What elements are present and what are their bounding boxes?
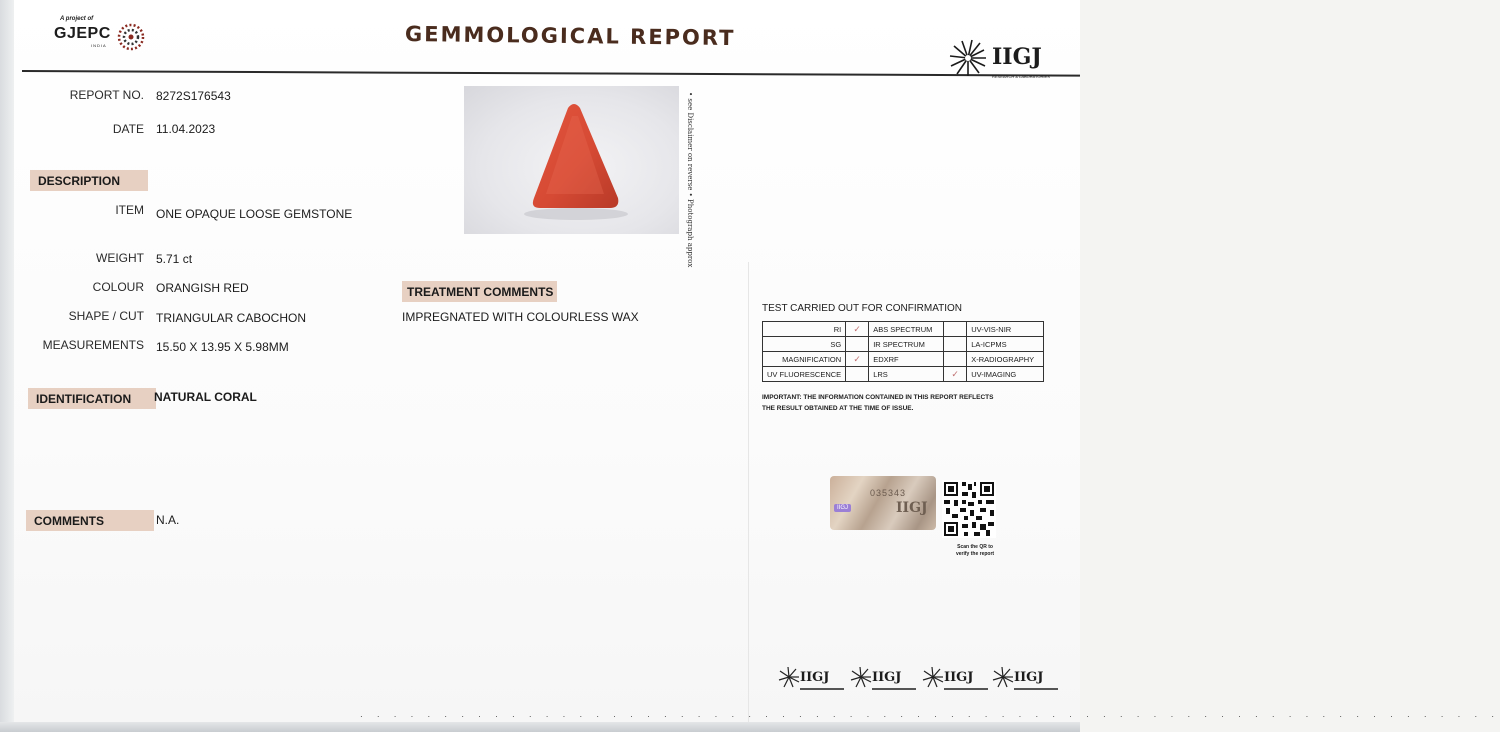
footer-logo-text: IIGJ xyxy=(872,670,902,685)
gemstone-photo xyxy=(464,86,679,234)
page-edge xyxy=(0,0,14,732)
test-name: LRS xyxy=(869,367,944,382)
tests-row xyxy=(763,367,1044,382)
hologram-number: 035343 xyxy=(870,488,907,498)
tests-title: TEST CARRIED OUT FOR CONFIRMATION xyxy=(762,303,963,314)
identification-heading: IDENTIFICATION xyxy=(28,388,156,409)
iigj-name: IIGJ xyxy=(992,44,1042,70)
gjepc-emblem-icon xyxy=(116,22,146,52)
bottom-edge xyxy=(0,722,1080,732)
gjepc-tagline: A project of xyxy=(60,16,94,22)
identification-value: NATURAL CORAL xyxy=(154,390,257,404)
report-date: 11.04.2023 xyxy=(156,122,216,136)
iigj-starburst-icon xyxy=(778,666,800,688)
footer-logo xyxy=(922,666,992,696)
test-name: LA-ICPMS xyxy=(967,337,1044,352)
footer-logo xyxy=(778,666,848,696)
qr-note xyxy=(956,544,994,558)
test-name: X-RADIOGRAPHY xyxy=(967,352,1044,367)
hologram-tag: IIGJ xyxy=(834,504,851,512)
date-label: DATE xyxy=(112,122,144,136)
gjepc-country: INDIA xyxy=(91,43,107,48)
iigj-logo xyxy=(948,38,1050,83)
report-number-label: REPORT NO. xyxy=(69,88,144,102)
iigj-starburst-icon xyxy=(992,666,1014,688)
bottom-dotted-border: · · · · · · · · · · · · · · · · · · · · · · · · · · · · · · · · · · · · · · · · · · · · · · · · · · · · · · · · · · · · · · · · · · · · xyxy=(360,712,1500,721)
iigj-starburst-icon xyxy=(850,666,872,688)
iigj-subtitle: RESEARCH & LABORATORIES xyxy=(992,74,1050,79)
treatment-value: IMPREGNATED WITH COLOURLESS WAX xyxy=(402,310,639,324)
test-name: ABS SPECTRUM xyxy=(869,322,944,337)
measurements-value: 15.50 X 13.95 X 5.98MM xyxy=(156,340,289,354)
qr-code[interactable] xyxy=(942,480,996,538)
colour-value: ORANGISH RED xyxy=(156,281,249,295)
measurements-label: MEASUREMENTS xyxy=(42,338,144,352)
check-icon xyxy=(846,337,869,352)
shape-value: TRIANGULAR CABOCHON xyxy=(156,311,307,325)
tests-row xyxy=(763,322,1044,337)
fold-line xyxy=(748,262,749,722)
weight-value: 5.71 ct xyxy=(156,252,193,266)
check-icon: ✓ xyxy=(846,322,869,337)
footer-logo-text: IIGJ xyxy=(800,670,830,685)
iigj-starburst-icon xyxy=(922,666,944,688)
check-icon xyxy=(944,322,967,337)
test-name: UV FLUORESCENCE xyxy=(763,367,846,382)
item-value: ONE OPAQUE LOOSE GEMSTONE xyxy=(156,207,353,221)
footer-logo-text: IIGJ xyxy=(944,670,974,685)
check-icon xyxy=(944,337,967,352)
photo-disclaimer: • see Disclaimer on reverse • Photograph approx xyxy=(686,92,694,268)
description-heading: DESCRIPTION xyxy=(30,170,148,191)
report-number: 8272S176543 xyxy=(156,89,231,103)
test-name: EDXRF xyxy=(869,352,944,367)
coral-triangle-image xyxy=(464,86,679,234)
treatment-heading: TREATMENT COMMENTS xyxy=(402,281,557,302)
check-icon: ✓ xyxy=(944,367,967,382)
check-icon: ✓ xyxy=(846,352,869,367)
comments-value: N.A. xyxy=(156,513,180,527)
footer-logo-text: IIGJ xyxy=(1014,670,1044,685)
weight-label: WEIGHT xyxy=(96,251,144,265)
item-label: ITEM xyxy=(115,203,144,217)
iigj-starburst-icon xyxy=(948,38,988,78)
shape-label: SHAPE / CUT xyxy=(68,309,144,323)
check-icon xyxy=(846,367,869,382)
test-name: SG xyxy=(763,337,846,352)
check-icon xyxy=(944,352,967,367)
footer-logo xyxy=(992,666,1062,696)
report-title: GEMMOLOGICAL REPORT xyxy=(404,21,736,51)
test-name: UV-IMAGING xyxy=(967,367,1044,382)
gjepc-name: GJEPC xyxy=(54,25,111,42)
important-notice: IMPORTANT: THE INFORMATION CONTAINED IN THIS REPORT REFLECTS THE RESULT OBTAINED AT THE TIME OF ISSUE. xyxy=(762,394,994,412)
qr-note-line1: Scan the QR to xyxy=(957,544,993,550)
test-name: UV-VIS-NIR xyxy=(967,322,1044,337)
test-name: RI xyxy=(763,322,846,337)
tests-row xyxy=(763,352,1044,367)
tests-row xyxy=(763,337,1044,352)
comments-heading: COMMENTS xyxy=(26,510,154,531)
test-name: IR SPECTRUM xyxy=(869,337,944,352)
tests-table xyxy=(762,321,1044,382)
hologram-brand: IIGJ xyxy=(896,500,928,516)
footer-logo xyxy=(850,666,920,696)
test-name: MAGNIFICATION xyxy=(763,352,846,367)
colour-label: COLOUR xyxy=(92,280,144,294)
qr-note-line2: verify the report xyxy=(956,551,995,557)
hologram-sticker xyxy=(830,476,936,530)
